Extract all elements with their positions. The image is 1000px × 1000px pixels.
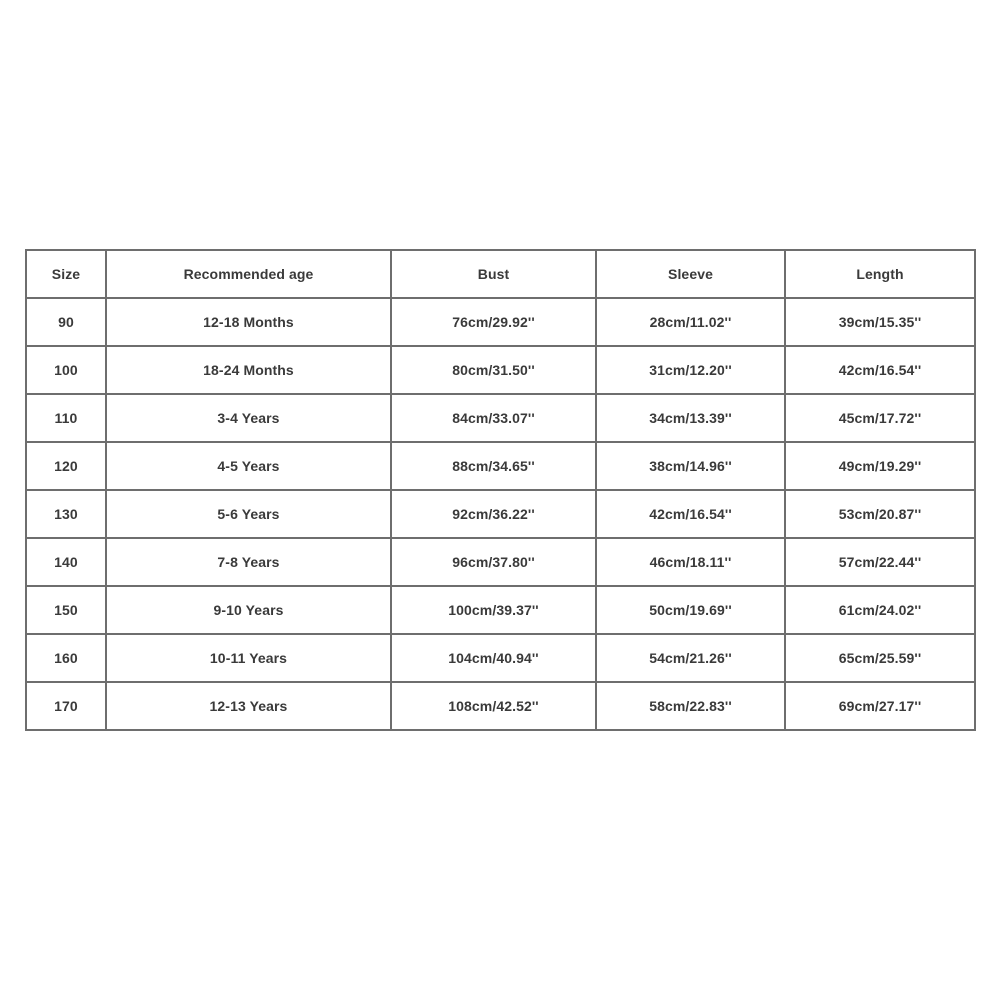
table-row bbox=[26, 346, 975, 394]
cell-recommended-age: 5-6 Years bbox=[106, 490, 391, 538]
table-row bbox=[26, 538, 975, 586]
header-bust: Bust bbox=[391, 250, 596, 298]
cell-recommended-age: 3-4 Years bbox=[106, 394, 391, 442]
cell-bust: 92cm/36.22'' bbox=[391, 490, 596, 538]
cell-bust: 76cm/29.92'' bbox=[391, 298, 596, 346]
cell-sleeve: 38cm/14.96'' bbox=[596, 442, 785, 490]
cell-size: 140 bbox=[26, 538, 106, 586]
cell-recommended-age: 9-10 Years bbox=[106, 586, 391, 634]
table-row bbox=[26, 682, 975, 730]
cell-length: 42cm/16.54'' bbox=[785, 346, 975, 394]
cell-bust: 108cm/42.52'' bbox=[391, 682, 596, 730]
cell-bust: 96cm/37.80'' bbox=[391, 538, 596, 586]
cell-bust: 104cm/40.94'' bbox=[391, 634, 596, 682]
cell-size: 110 bbox=[26, 394, 106, 442]
table-body bbox=[26, 298, 975, 730]
cell-recommended-age: 7-8 Years bbox=[106, 538, 391, 586]
cell-length: 45cm/17.72'' bbox=[785, 394, 975, 442]
cell-sleeve: 54cm/21.26'' bbox=[596, 634, 785, 682]
header-row bbox=[26, 250, 975, 298]
size-chart-table bbox=[25, 249, 976, 731]
cell-sleeve: 58cm/22.83'' bbox=[596, 682, 785, 730]
cell-length: 69cm/27.17'' bbox=[785, 682, 975, 730]
cell-length: 49cm/19.29'' bbox=[785, 442, 975, 490]
table-row bbox=[26, 298, 975, 346]
cell-length: 53cm/20.87'' bbox=[785, 490, 975, 538]
cell-recommended-age: 4-5 Years bbox=[106, 442, 391, 490]
header-length: Length bbox=[785, 250, 975, 298]
header-size: Size bbox=[26, 250, 106, 298]
table-row bbox=[26, 442, 975, 490]
cell-recommended-age: 12-13 Years bbox=[106, 682, 391, 730]
cell-recommended-age: 12-18 Months bbox=[106, 298, 391, 346]
table-row bbox=[26, 394, 975, 442]
cell-recommended-age: 18-24 Months bbox=[106, 346, 391, 394]
table-row bbox=[26, 490, 975, 538]
cell-sleeve: 50cm/19.69'' bbox=[596, 586, 785, 634]
table-row bbox=[26, 586, 975, 634]
table-row bbox=[26, 634, 975, 682]
cell-size: 160 bbox=[26, 634, 106, 682]
cell-sleeve: 31cm/12.20'' bbox=[596, 346, 785, 394]
cell-bust: 84cm/33.07'' bbox=[391, 394, 596, 442]
cell-sleeve: 34cm/13.39'' bbox=[596, 394, 785, 442]
cell-sleeve: 46cm/18.11'' bbox=[596, 538, 785, 586]
cell-length: 61cm/24.02'' bbox=[785, 586, 975, 634]
cell-length: 57cm/22.44'' bbox=[785, 538, 975, 586]
cell-bust: 80cm/31.50'' bbox=[391, 346, 596, 394]
cell-length: 39cm/15.35'' bbox=[785, 298, 975, 346]
cell-size: 150 bbox=[26, 586, 106, 634]
cell-size: 120 bbox=[26, 442, 106, 490]
header-recommended-age: Recommended age bbox=[106, 250, 391, 298]
cell-size: 100 bbox=[26, 346, 106, 394]
cell-size: 130 bbox=[26, 490, 106, 538]
cell-bust: 88cm/34.65'' bbox=[391, 442, 596, 490]
cell-recommended-age: 10-11 Years bbox=[106, 634, 391, 682]
cell-length: 65cm/25.59'' bbox=[785, 634, 975, 682]
cell-sleeve: 42cm/16.54'' bbox=[596, 490, 785, 538]
header-sleeve: Sleeve bbox=[596, 250, 785, 298]
cell-size: 170 bbox=[26, 682, 106, 730]
cell-bust: 100cm/39.37'' bbox=[391, 586, 596, 634]
cell-sleeve: 28cm/11.02'' bbox=[596, 298, 785, 346]
table-header bbox=[26, 250, 975, 298]
cell-size: 90 bbox=[26, 298, 106, 346]
